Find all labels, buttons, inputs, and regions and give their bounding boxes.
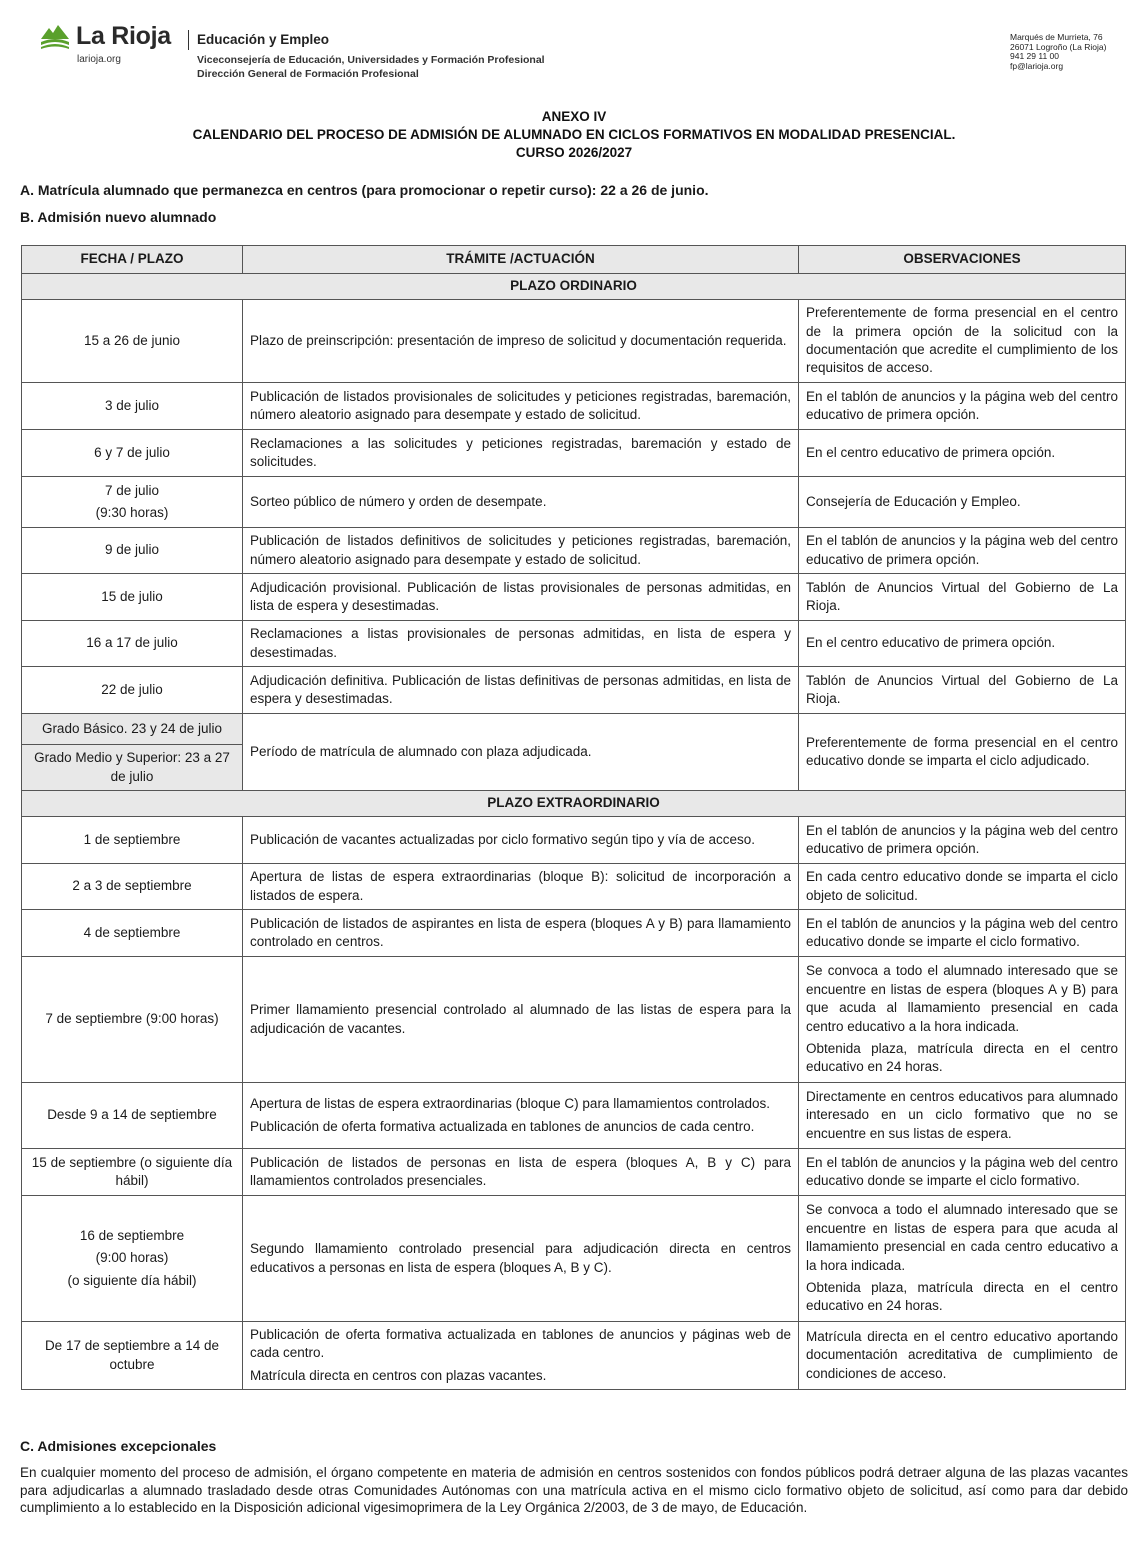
title-main: CALENDARIO DEL PROCESO DE ADMISIÓN DE ALUMNADO EN CICLOS FORMATIVOS EN MODALIDAD PRESENCIAL. xyxy=(192,127,956,142)
row-date: 7 de septiembre (9:00 horas) xyxy=(22,957,243,1083)
row-procedure xyxy=(243,1322,799,1390)
row-date: 15 de septiembre (o siguiente día hábil) xyxy=(22,1149,243,1196)
row-procedure: Publicación de vacantes actualizadas por ciclo formativo según tipo y vía de acceso. xyxy=(243,817,799,864)
row-date: De 17 de septiembre a 14 de octubre xyxy=(22,1322,243,1390)
row-procedure: Adjudicación definitiva. Publicación de listas definitivas de personas admitidas, en lista de espera y desestimadas. xyxy=(243,667,799,714)
row-date: 16 a 17 de julio xyxy=(22,621,243,667)
table-row xyxy=(22,1149,1126,1196)
row-date: 22 de julio xyxy=(22,667,243,714)
table-row xyxy=(22,864,1126,910)
row-date-line-3: (o siguiente día hábil) xyxy=(67,1272,197,1288)
table-row xyxy=(22,574,1126,621)
admission-calendar-table xyxy=(21,245,1126,1390)
logo-text: La Rioja xyxy=(76,22,171,50)
row-procedure-p1: Apertura de listas de espera extraordinarias (bloque C) para llamamientos controlados. xyxy=(250,1096,771,1112)
band-extraordinary xyxy=(22,791,1126,817)
row-observations: En el tablón de anuncios y la página web del centro educativo de primera opción. xyxy=(799,528,1126,574)
title-course: CURSO 2026/2027 xyxy=(515,145,633,160)
address-email: fp@larioja.org xyxy=(1010,60,1064,71)
row-observations: En el tablón de anuncios y la página web del centro educativo donde se imparte el ciclo formativo. xyxy=(799,910,1126,957)
la-rioja-mountain-icon xyxy=(40,24,70,50)
table-row xyxy=(22,910,1126,957)
section-a-heading: A. Matrícula alumnado que permanezca en centros (para promocionar o repetir curso): 22 a 26 de junio. xyxy=(20,182,709,198)
row-procedure: Publicación de listados de personas en lista de espera (bloques A, B y C) para llamamientos controlados presenciales. xyxy=(243,1149,799,1196)
table-row xyxy=(22,1322,1126,1390)
row-procedure: Adjudicación provisional. Publicación de listas provisionales de personas admitidas, en lista de espera y desestimadas. xyxy=(243,574,799,621)
table-row xyxy=(22,957,1126,1083)
row-date: 9 de julio xyxy=(22,528,243,574)
department-line-2: Dirección General de Formación Profesional xyxy=(197,68,419,80)
table-row xyxy=(22,621,1126,667)
row-observations: En el centro educativo de primera opción. xyxy=(799,430,1126,477)
row-date-line-1: 7 de julio xyxy=(104,482,160,498)
header-date: FECHA / PLAZO xyxy=(22,246,243,274)
row-date: 6 y 7 de julio xyxy=(22,430,243,477)
address-line-1: Marqués de Murrieta, 76 xyxy=(1010,32,1103,42)
row-date-line-2: (9:00 horas) xyxy=(95,1250,169,1266)
row-procedure: Publicación de listados definitivos de solicitudes y peticiones registradas, baremación, número aleatorio asignado para desempate y estado de solicitud. xyxy=(243,528,799,574)
row-procedure: Apertura de listas de espera extraordinarias (bloque B): solicitud de incorporación a listados de espera. xyxy=(243,864,799,910)
header-divider xyxy=(188,30,189,50)
row-procedure: Período de matrícula de alumnado con plaza adjudicada. xyxy=(243,714,799,791)
row-observations-p1: Se convoca a todo el alumnado interesado que se encuentre en listas de espera para que acuda al llamamiento presencial en cada centro educativo a la hora indicada. xyxy=(806,1202,1118,1273)
table-row xyxy=(22,1196,1126,1322)
row-date: 15 a 26 de junio xyxy=(22,300,243,383)
row-procedure: Sorteo público de número y orden de desempate. xyxy=(243,477,799,528)
row-observations: En el tablón de anuncios y la página web del centro educativo de primera opción. xyxy=(799,383,1126,430)
address-line-2: 26071 Logroño (La Rioja) xyxy=(1010,41,1107,52)
row-observations: En el tablón de anuncios y la página web del centro educativo de primera opción. xyxy=(799,817,1126,864)
table-row xyxy=(22,1083,1126,1149)
row-procedure: Reclamaciones a las solicitudes y peticiones registradas, baremación y estado de solicitudes. xyxy=(243,430,799,477)
section-c-heading: C. Admisiones excepcionales xyxy=(20,1438,217,1454)
band-ordinary xyxy=(22,274,1126,300)
row-date-basic: Grado Básico. 23 y 24 de julio xyxy=(22,714,243,745)
title-annex: ANEXO IV xyxy=(541,109,607,124)
table-row xyxy=(22,817,1126,864)
row-observations: Tablón de Anuncios Virtual del Gobierno de La Rioja. xyxy=(799,667,1126,714)
address-block xyxy=(1010,33,1106,71)
row-date: 4 de septiembre xyxy=(22,910,243,957)
row-date: 3 de julio xyxy=(22,383,243,430)
row-procedure: Segundo llamamiento controlado presencial para adjudicación directa en centros educativos a personas en lista de espera (bloques A, B y C). xyxy=(243,1196,799,1322)
row-observations xyxy=(799,1196,1126,1322)
row-date-line-1: 16 de septiembre xyxy=(79,1227,185,1243)
table-row xyxy=(22,528,1126,574)
row-observations: En el tablón de anuncios y la página web del centro educativo donde se imparte el ciclo formativo. xyxy=(799,1149,1126,1196)
header-observations: OBSERVACIONES xyxy=(799,246,1126,274)
row-observations: Preferentemente de forma presencial en el centro educativo donde se imparta el ciclo adjudicado. xyxy=(799,714,1126,791)
row-observations: En el centro educativo de primera opción. xyxy=(799,621,1126,667)
row-procedure: Primer llamamiento presencial controlado al alumnado de las listas de espera para la adjudicación de vacantes. xyxy=(243,957,799,1083)
document-header xyxy=(0,0,1148,96)
row-observations: Preferentemente de forma presencial en el centro de la primera opción de la solicitud con la documentación que acredite el cumplimiento de los requisitos de acceso. xyxy=(799,300,1126,383)
row-procedure: Plazo de preinscripción: presentación de impreso de solicitud y documentación requerida. xyxy=(243,300,799,383)
row-observations: Consejería de Educación y Empleo. xyxy=(799,477,1126,528)
table-row xyxy=(22,300,1126,383)
row-date: Desde 9 a 14 de septiembre xyxy=(22,1083,243,1149)
row-date: 1 de septiembre xyxy=(22,817,243,864)
row-date-line-2: (9:30 horas) xyxy=(95,505,169,520)
row-date: 2 a 3 de septiembre xyxy=(22,864,243,910)
table-row xyxy=(22,383,1126,430)
band-ordinary-label: PLAZO ORDINARIO xyxy=(22,274,1126,300)
row-observations-p2: Obtenida plaza, matrícula directa en el centro educativo en 24 horas. xyxy=(806,1279,1118,1314)
row-observations-p2: Obtenida plaza, matrícula directa en el centro educativo en 24 horas. xyxy=(806,1040,1118,1075)
table-row xyxy=(22,667,1126,714)
section-b-heading: B. Admisión nuevo alumnado xyxy=(20,209,217,225)
row-observations: Tablón de Anuncios Virtual del Gobierno de La Rioja. xyxy=(799,574,1126,621)
department-title: Educación y Empleo xyxy=(197,32,330,47)
table-row-enrolment xyxy=(22,714,1126,745)
table-header-row xyxy=(22,246,1126,274)
logo-url: larioja.org xyxy=(77,54,121,65)
section-c-paragraph: En cualquier momento del proceso de admisión, el órgano competente en materia de admisión en centros sostenidos con fondos públicos podrá detraer alguna de las plazas vacantes para adjudicarlas a alumnado trasladado desde otras Comunidades Autónomas con una matrícula activa en el mismo ciclo formativo objeto de solicitud, así como para dar debido cumplimiento a lo establecido en la Disposición adicional vigesimoprimera de la Ley Orgánica 2/2003, de 3 de mayo, de Educación. xyxy=(20,1465,1128,1515)
row-date xyxy=(22,477,243,528)
la-rioja-logo xyxy=(40,22,190,72)
row-procedure: Publicación de listados de aspirantes en lista de espera (bloques A y B) para llamamiento controlado en centros. xyxy=(243,910,799,957)
row-procedure-p2: Publicación de oferta formativa actualizada en tablones de anuncios de cada centro. xyxy=(250,1118,755,1134)
document-title xyxy=(0,108,1148,162)
table-row xyxy=(22,477,1126,528)
row-procedure xyxy=(243,1083,799,1149)
department-block xyxy=(197,32,545,81)
row-observations: En cada centro educativo donde se imparta el ciclo objeto de solicitud. xyxy=(799,864,1126,910)
department-line-1: Viceconsejería de Educación, Universidades y Formación Profesional xyxy=(197,54,545,66)
table-row xyxy=(22,430,1126,477)
row-date-medium-higher: Grado Medio y Superior: 23 a 27 de julio xyxy=(22,745,243,791)
row-observations: Directamente en centros educativos para alumnado interesado en un ciclo formativo que no se encuentre en sus listas de espera. xyxy=(799,1083,1126,1149)
band-extraordinary-label: PLAZO EXTRAORDINARIO xyxy=(22,791,1126,817)
row-observations xyxy=(799,957,1126,1083)
row-observations-p1: Se convoca a todo el alumnado interesado que se encuentre en listas de espera (bloques A y B) para que acuda al llamamiento presencial en cada centro educativo a la hora indicada. xyxy=(806,963,1118,1034)
row-procedure-p1: Publicación de oferta formativa actualizada en tablones de anuncios y páginas web de cada centro. xyxy=(250,1326,791,1361)
row-date xyxy=(22,1196,243,1322)
row-date: 15 de julio xyxy=(22,574,243,621)
row-procedure-p2: Matrícula directa en centros con plazas vacantes. xyxy=(250,1367,547,1383)
row-observations: Matrícula directa en el centro educativo aportando documentación acreditativa de cumplimiento de condiciones de acceso. xyxy=(799,1322,1126,1390)
address-phone: 941 29 11 00 xyxy=(1010,51,1059,62)
header-procedure: TRÁMITE /ACTUACIÓN xyxy=(243,246,799,274)
row-procedure: Publicación de listados provisionales de solicitudes y peticiones registradas, baremación, número aleatorio asignado para desempate y estado de solicitud. xyxy=(243,383,799,430)
row-procedure: Reclamaciones a listas provisionales de personas admitidas, en lista de espera y desestimadas. xyxy=(243,621,799,667)
